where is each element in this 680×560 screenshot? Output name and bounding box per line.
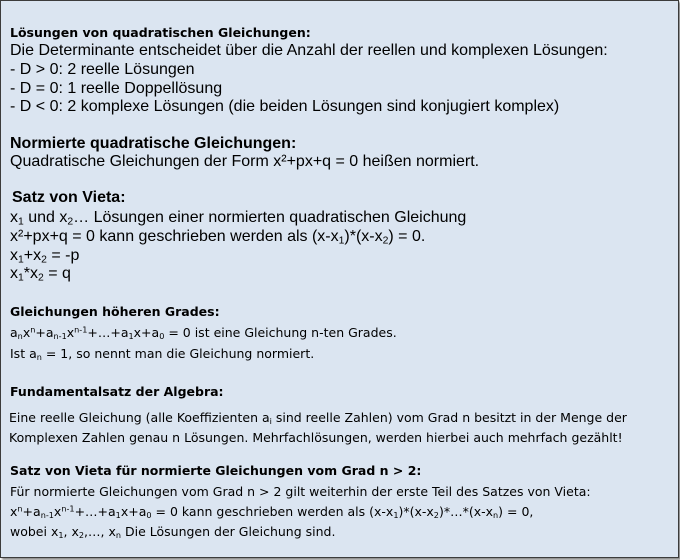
section-title-vieta-general: Satz von Vieta für normierte Gleichungen vom Grad n > 2: (10, 463, 422, 478)
vieta-general-factorization: $x^n+a_{n-1}x^{n-1}+\dots+a_1x+a_0 = 0$ kann geschrieben werden als $(x-x_1)*(x-x_2)*\dots*(x-x_n) = 0$, (10, 503, 534, 521)
vieta-line-solutions: $x_1$ und $x_2\dots$ Lösungen einer normierten quadratischen Gleichung (10, 209, 467, 228)
higher-degree-normed: Ist $a_n = 1$, so nennt man die Gleichung normiert. (10, 346, 315, 363)
section-title-vieta: Satz von Vieta: (12, 189, 126, 206)
section-title-quadratic-solutions: Lösungen von quadratischen Gleichungen: (10, 25, 311, 40)
fundamental-theorem-line-1: Eine reelle Gleichung (alle Koeffizienten $a_i$ sind reelle Zahlen) vom Grad n besitzt in der Menge der (9, 410, 627, 427)
vieta-line-sum: $x_1+x_2 = -p$ (10, 247, 80, 266)
fundamental-theorem-line-2: Komplexen Zahlen genau n Lösungen. Mehrfachlösungen, werden hierbei auch mehrfach gezählt! (9, 430, 623, 445)
higher-degree-equation: $a_nx^n+a_{n-1}x^{n-1}+\dots+a_1x+a_0 = 0$ ist eine Gleichung n-ten Grades. (10, 324, 397, 342)
vieta-general-intro: Für normierte Gleichungen vom Grad n > 2 gilt weiterhin der erste Teil des Satzes von Vieta: (10, 484, 591, 499)
vieta-general-solutions: wobei $x_1$, $x_2,\dots$, $x_n$ Die Lösungen der Gleichung sind. (10, 524, 336, 541)
case-zero: - D = 0: 1 reelle Doppellösung (10, 80, 223, 97)
determinant-intro: Die Determinante entscheidet über die Anzahl der reellen und komplexen Lösungen: (10, 42, 608, 59)
normed-definition: Quadratische Gleichungen der Form x²+px+q = 0 heißen normiert. (10, 153, 480, 170)
section-title-fundamental-theorem: Fundamentalsatz der Algebra: (10, 384, 224, 399)
section-title-higher-degree: Gleichungen höheren Grades: (10, 304, 220, 319)
case-negative: - D < 0: 2 komplexe Lösungen (die beiden Lösungen sind konjugiert komplex) (10, 98, 560, 115)
vieta-line-product: $x_1*x_2 = q$ (10, 265, 71, 284)
vieta-line-factorization: x²+px+q = 0 kann geschrieben werden als $(x-x_1)*(x-x_2) = 0$. (10, 228, 426, 247)
case-positive: - D > 0: 2 reelle Lösungen (10, 61, 195, 78)
section-title-normed-equations: Normierte quadratische Gleichungen: (10, 135, 297, 152)
